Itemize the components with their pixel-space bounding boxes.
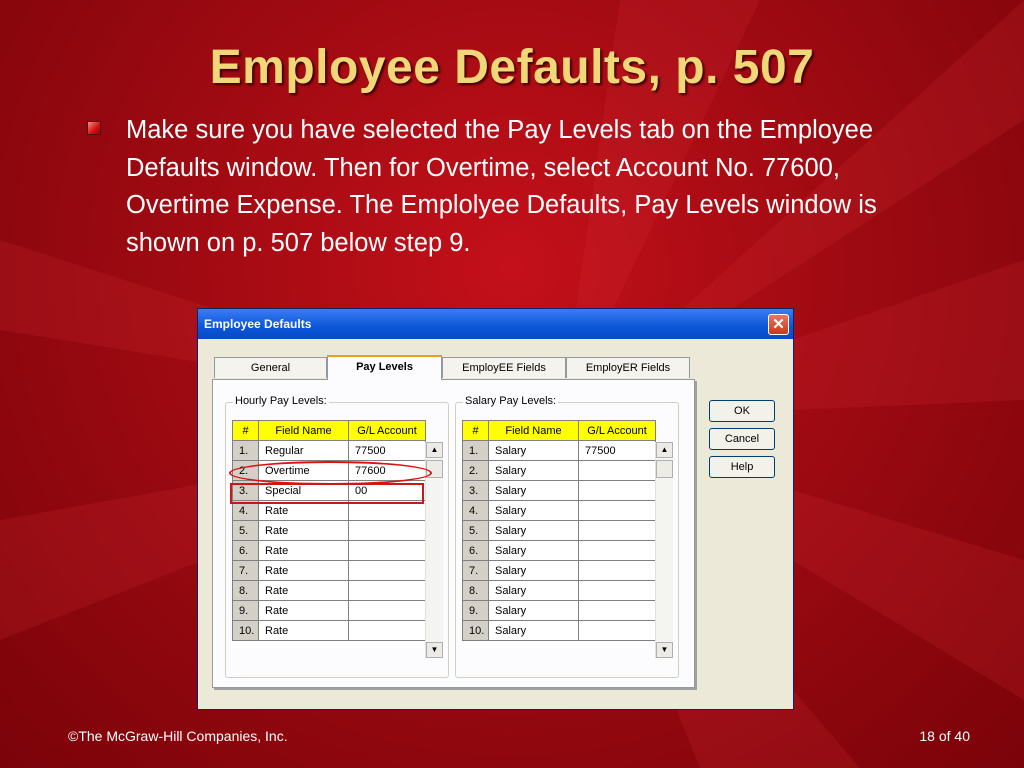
ok-button[interactable]: OK	[709, 400, 775, 422]
bullet-text: Make sure you have selected the Pay Levels tab on the Employee Defaults window. Then for Overtime, select Account No. 77600, Overtime Expense. The Emplolyee Defaults, Pay Levels window is shown on p. 507 below step 9.	[126, 116, 877, 257]
hourly-col-num: #	[233, 421, 259, 441]
grid-cell[interactable]: Salary	[489, 561, 579, 581]
grid-cell[interactable]: Overtime	[259, 461, 349, 481]
grid-cell[interactable]: 77500	[579, 441, 656, 461]
grid-cell[interactable]: Salary	[489, 621, 579, 641]
hourly-pay-levels-group	[225, 395, 449, 678]
grid-cell[interactable]	[579, 601, 656, 621]
grid-cell[interactable]	[579, 621, 656, 641]
salary-pay-levels-group	[455, 395, 679, 678]
salary-header-row	[463, 421, 656, 441]
row-number-cell: 10.	[463, 621, 489, 641]
table-row	[463, 481, 656, 501]
pay-levels-panel	[212, 379, 695, 688]
grid-cell[interactable]	[349, 621, 426, 641]
scroll-down-icon[interactable]: ▼	[426, 642, 443, 658]
row-number-cell: 7.	[233, 561, 259, 581]
hourly-grid	[232, 420, 426, 641]
tab-general[interactable]: General	[214, 357, 327, 378]
grid-cell[interactable]: Salary	[489, 441, 579, 461]
row-number-cell: 6.	[233, 541, 259, 561]
grid-cell[interactable]: Salary	[489, 521, 579, 541]
employee-defaults-dialog	[197, 308, 794, 710]
table-row	[233, 521, 426, 541]
table-row	[463, 461, 656, 481]
copyright-footer: ©The McGraw-Hill Companies, Inc.	[68, 728, 288, 744]
tab-employer-fields[interactable]: EmployER Fields	[566, 357, 690, 378]
scroll-up-icon[interactable]: ▲	[426, 442, 443, 458]
scroll-down-icon[interactable]: ▼	[656, 642, 673, 658]
row-number-cell: 5.	[463, 521, 489, 541]
help-button[interactable]: Help	[709, 456, 775, 478]
slide-title: Employee Defaults, p. 507	[209, 41, 815, 94]
grid-cell[interactable]: Rate	[259, 601, 349, 621]
row-number-cell: 3.	[233, 481, 259, 501]
grid-cell[interactable]: Rate	[259, 521, 349, 541]
row-number-cell: 2.	[463, 461, 489, 481]
grid-cell[interactable]: Regular	[259, 441, 349, 461]
grid-cell[interactable]	[579, 501, 656, 521]
row-number-cell: 1.	[463, 441, 489, 461]
salary-col-num: #	[463, 421, 489, 441]
salary-grid	[462, 420, 656, 641]
dialog-title: Employee Defaults	[204, 317, 312, 331]
grid-cell[interactable]	[579, 521, 656, 541]
grid-cell[interactable]: Rate	[259, 561, 349, 581]
table-row	[463, 561, 656, 581]
row-number-cell: 10.	[233, 621, 259, 641]
table-row	[233, 561, 426, 581]
salary-col-field-name: Field Name	[489, 421, 579, 441]
hourly-legend: Hourly Pay Levels:	[235, 395, 327, 407]
row-number-cell: 7.	[463, 561, 489, 581]
hourly-header-row	[233, 421, 426, 441]
table-row	[233, 541, 426, 561]
cancel-button[interactable]: Cancel	[709, 428, 775, 450]
table-row	[233, 441, 426, 461]
grid-cell[interactable]	[579, 581, 656, 601]
row-number-cell: 6.	[463, 541, 489, 561]
hourly-col-field-name: Field Name	[259, 421, 349, 441]
slide-number: 18 of 40	[919, 728, 970, 744]
grid-cell[interactable]: Salary	[489, 581, 579, 601]
table-row	[233, 601, 426, 621]
salary-col-gl-account: G/L Account	[579, 421, 656, 441]
grid-cell[interactable]: 00	[349, 481, 426, 501]
grid-cell[interactable]	[349, 581, 426, 601]
grid-cell[interactable]	[349, 561, 426, 581]
table-row	[463, 521, 656, 541]
scroll-thumb[interactable]	[656, 460, 673, 478]
scroll-up-icon[interactable]: ▲	[656, 442, 673, 458]
row-number-cell: 9.	[233, 601, 259, 621]
table-row	[463, 581, 656, 601]
dialog-titlebar[interactable]	[198, 309, 793, 339]
grid-cell[interactable]: Salary	[489, 461, 579, 481]
hourly-col-gl-account: G/L Account	[349, 421, 426, 441]
grid-cell[interactable]: Salary	[489, 481, 579, 501]
tab-employee-fields[interactable]: EmployEE Fields	[442, 357, 566, 378]
row-number-cell: 3.	[463, 481, 489, 501]
tab-pay-levels[interactable]: Pay Levels	[327, 355, 442, 380]
table-row	[233, 581, 426, 601]
grid-cell[interactable]	[579, 541, 656, 561]
special-row-highlight	[230, 483, 424, 504]
table-row	[463, 441, 656, 461]
grid-cell[interactable]: Salary	[489, 601, 579, 621]
grid-cell[interactable]: Rate	[259, 581, 349, 601]
grid-cell[interactable]	[349, 521, 426, 541]
bullet-square-icon	[87, 121, 101, 135]
row-number-cell: 8.	[463, 581, 489, 601]
overtime-highlight-ellipse	[229, 461, 432, 485]
grid-cell[interactable]: 77600	[349, 461, 426, 481]
row-number-cell: 9.	[463, 601, 489, 621]
close-button[interactable]	[768, 314, 789, 335]
grid-cell[interactable]	[349, 541, 426, 561]
grid-cell[interactable]: Rate	[259, 621, 349, 641]
grid-cell[interactable]: Rate	[259, 541, 349, 561]
row-number-cell: 1.	[233, 441, 259, 461]
table-row	[463, 541, 656, 561]
row-number-cell: 8.	[233, 581, 259, 601]
grid-cell[interactable]: Salary	[489, 501, 579, 521]
row-number-cell: 4.	[233, 501, 259, 521]
table-row	[463, 601, 656, 621]
grid-cell[interactable]	[579, 461, 656, 481]
table-row	[463, 621, 656, 641]
grid-cell[interactable]: 77500	[349, 441, 426, 461]
grid-cell[interactable]: Special	[259, 481, 349, 501]
row-number-cell: 5.	[233, 521, 259, 541]
salary-legend: Salary Pay Levels:	[465, 395, 557, 407]
grid-cell[interactable]	[349, 601, 426, 621]
grid-cell[interactable]: Rate	[259, 501, 349, 521]
close-icon: ✕	[772, 316, 785, 333]
row-number-cell: 4.	[463, 501, 489, 521]
grid-cell[interactable]	[579, 561, 656, 581]
salary-scrollbar[interactable]	[655, 442, 673, 658]
grid-cell[interactable]: Salary	[489, 541, 579, 561]
table-row	[463, 501, 656, 521]
table-row	[233, 621, 426, 641]
grid-cell[interactable]	[579, 481, 656, 501]
row-number-cell: 2.	[233, 461, 259, 481]
